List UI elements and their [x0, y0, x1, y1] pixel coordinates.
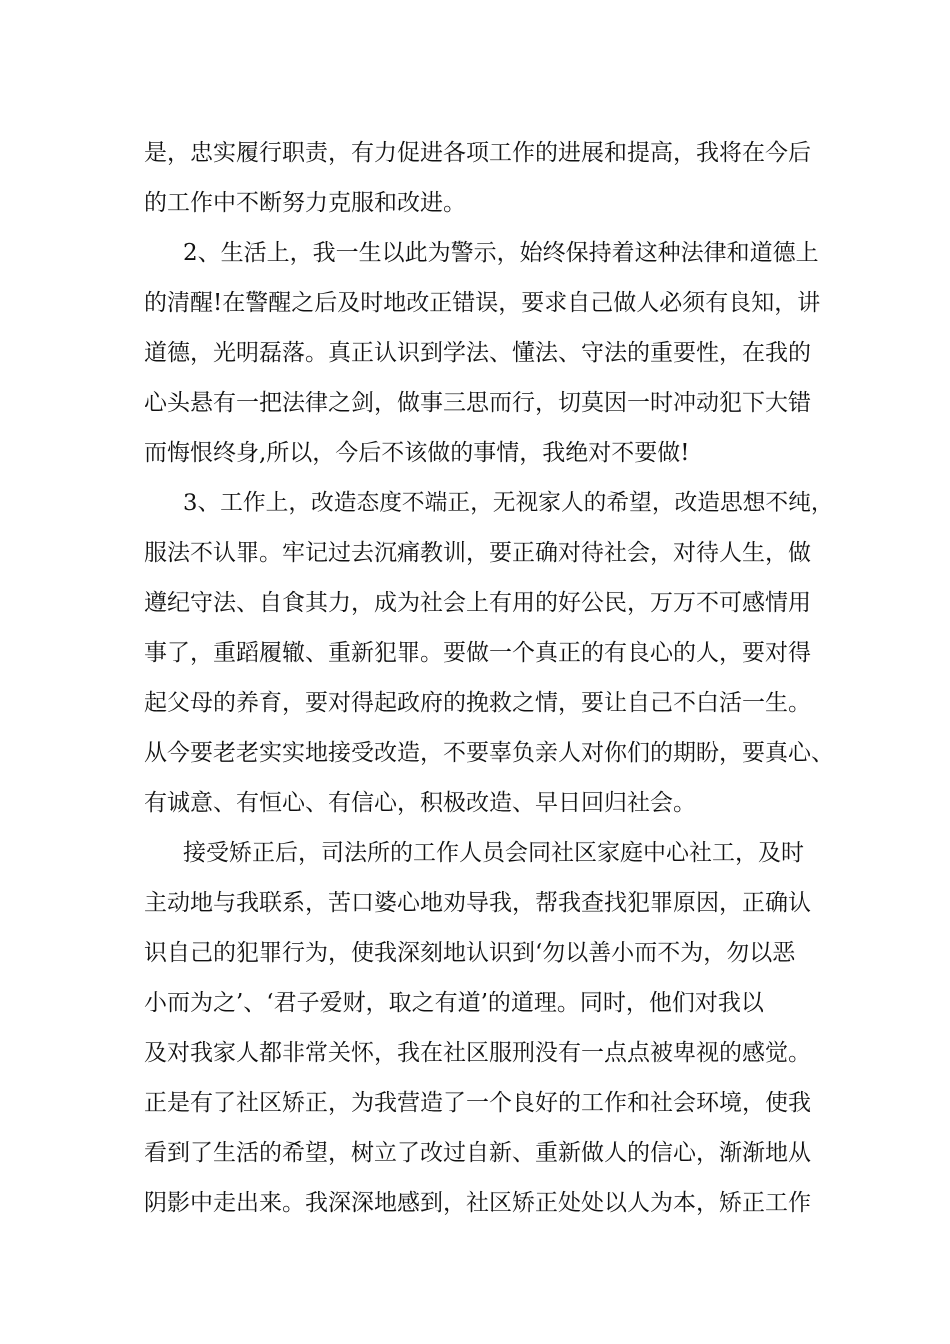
text-line: 从今要老老实实地接受改造，不要辜负亲人对你们的期盼，要真心、	[144, 740, 834, 766]
text-line: 小而为之’、‘君子爱财，取之有道’的道理。同时，他们对我以	[144, 990, 764, 1016]
text-line: 的工作中不断努力克服和改进。	[144, 190, 466, 216]
text-line: 遵纪守法、自食其力，成为社会上有用的好公民，万万不可感情用	[144, 590, 811, 616]
body-text	[144, 128, 834, 1228]
text-line: 有诚意、有恒心、有信心，积极改造、早日回归社会。	[144, 790, 696, 816]
text-line: 主动地与我联系，苦口婆心地劝导我，帮我查找犯罪原因，正确认	[144, 890, 811, 916]
paragraph-start-line: 2、生活上，我一生以此为警示，始终保持着这种法律和道德上	[183, 240, 819, 266]
text-line: 事了，重蹈履辙、重新犯罪。要做一个真正的有良心的人，要对得	[144, 640, 811, 666]
text-line: 正是有了社区矫正，为我营造了一个良好的工作和社会环境，使我	[144, 1090, 811, 1116]
text-line: 识自己的犯罪行为，使我深刻地认识到‘勿以善小而不为，勿以恶	[144, 940, 796, 966]
paragraph-start-line: 3、工作上，改造态度不端正，无视家人的希望，改造思想不纯，	[183, 490, 834, 516]
text-line: 服法不认罪。牢记过去沉痛教训，要正确对待社会，对待人生，做	[144, 540, 811, 566]
paragraph-start-line: 接受矫正后，司法所的工作人员会同社区家庭中心社工，及时	[183, 840, 804, 866]
text-line: 阴影中走出来。我深深地感到，社区矫正处处以人为本，矫正工作	[144, 1190, 811, 1216]
text-line: 道德，光明磊落。真正认识到学法、懂法、守法的重要性，在我的	[144, 340, 811, 366]
text-line: 心头悬有一把法律之剑，做事三思而行，切莫因一时冲动犯下大错	[144, 390, 811, 416]
text-line: 起父母的养育，要对得起政府的挽救之情，要让自己不白活一生。	[144, 690, 811, 716]
text-line: 看到了生活的希望，树立了改过自新、重新做人的信心，渐渐地从	[144, 1140, 811, 1166]
text-line: 的清醒!在警醒之后及时地改正错误，要求自己做人必须有良知，讲	[144, 290, 821, 316]
text-line: 是，忠实履行职责，有力促进各项工作的进展和提高，我将在今后	[144, 140, 811, 166]
text-line: 而悔恨终身,所以，今后不该做的事情，我绝对不要做!	[144, 440, 690, 466]
text-line: 及对我家人都非常关怀，我在社区服刑没有一点点被卑视的感觉。	[144, 1040, 811, 1066]
